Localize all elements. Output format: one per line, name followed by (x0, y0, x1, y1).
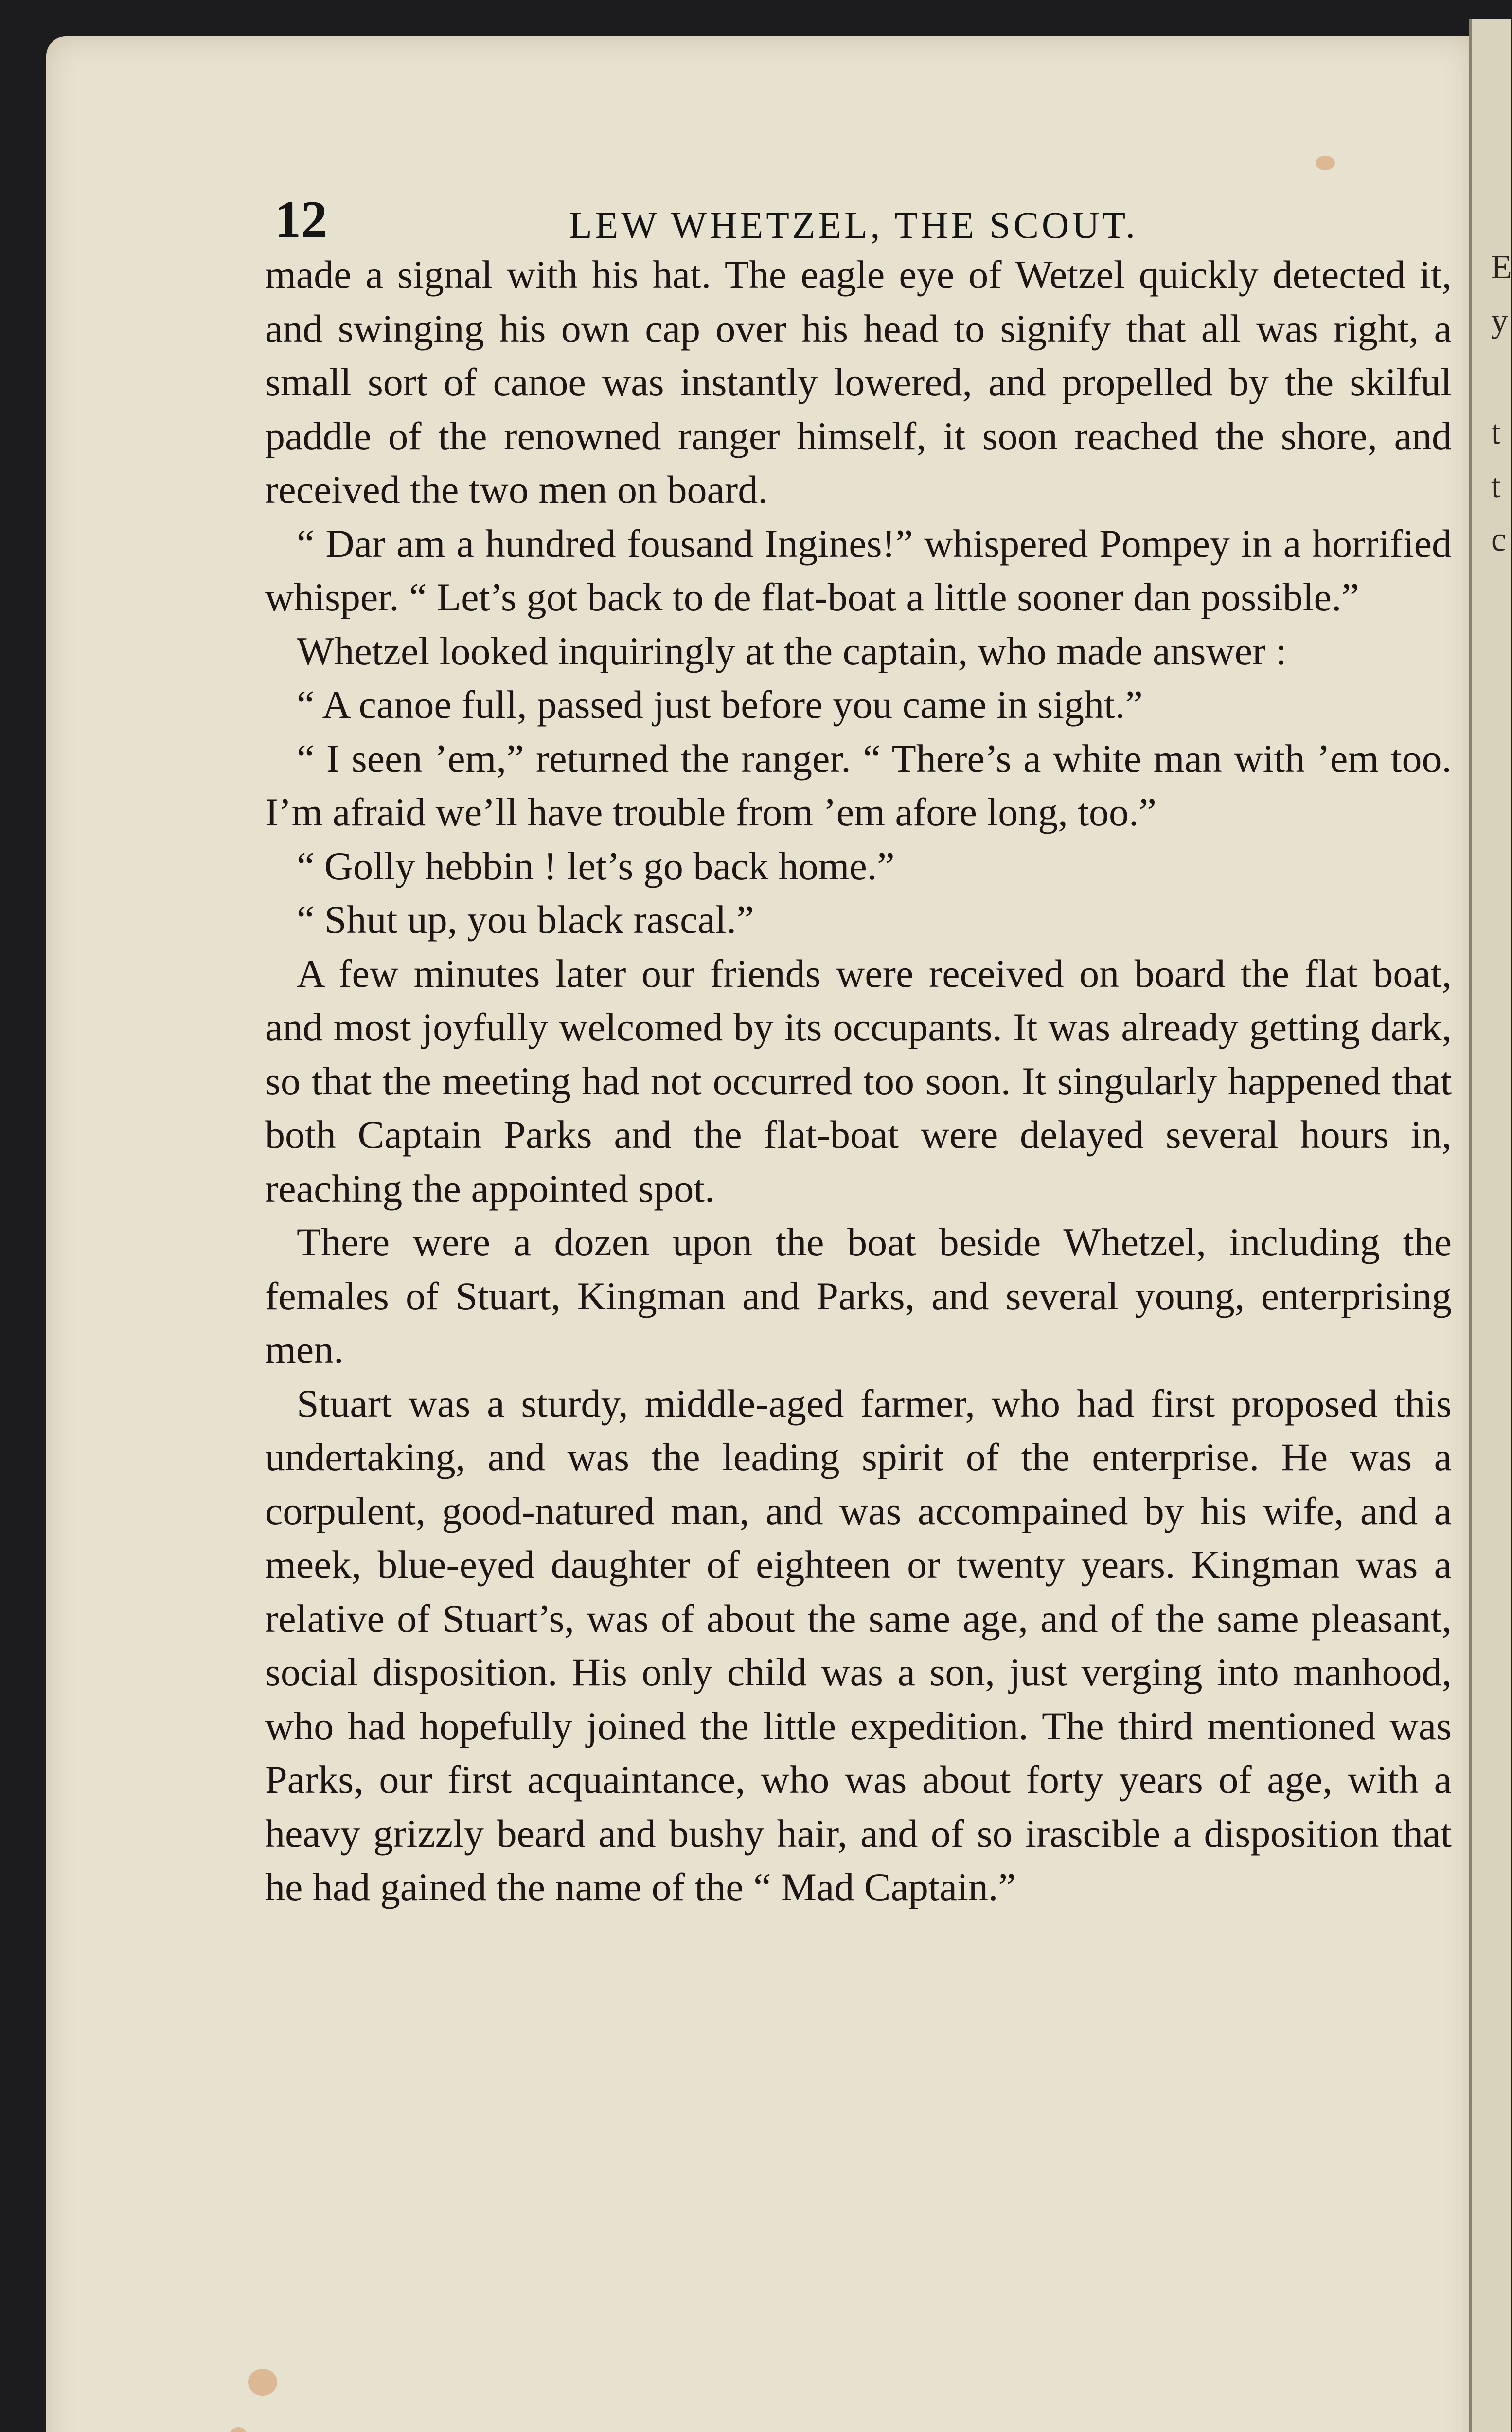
paragraph: “ Dar am a hundred fousand Ingines!” whispered Pompey in a horrified whisper. “ Let’s got back to de flat-boat a little sooner dan possible.” (265, 521, 1452, 619)
page-header (275, 190, 1444, 253)
body-text (265, 248, 1452, 1914)
paragraph: A few minutes later our friends were received on board the flat boat, and most joyfully welcomed by its occupants. It was already getting dark, so that the meeting had not occurred too soon. It singularly happened that both Captain Parks and the flat-boat were delayed several hours in, reaching the appointed spot. (265, 951, 1452, 1211)
paragraph: “ Golly hebbin ! let’s go back home.” (297, 843, 895, 888)
edge-letter: E (1491, 249, 1512, 286)
paper-stain (1316, 156, 1335, 170)
paragraph: “ Shut up, you black rascal.” (297, 897, 754, 942)
paragraph: Whetzel looked inquiringly at the captain, who made answer : (297, 628, 1287, 673)
page-number: 12 (275, 191, 327, 249)
edge-letter: y (1491, 302, 1508, 340)
paragraph: There were a dozen upon the boat beside Whetzel, including the females of Stuart, Kingman and Parks, and several young, enterprising men. (265, 1220, 1452, 1372)
edge-letter: t (1491, 467, 1501, 505)
running-title: LEW WHETZEL, THE SCOUT. (569, 204, 1138, 246)
paragraph: made a signal with his hat. The eagle eye of Wetzel quickly detected it, and swinging his own cap over his head to signify that all was right, a small sort of canoe was instantly lowered, and propelled by the skilful paddle of the renowned ranger himself, it soon reached the shore, and received the two men on board. (265, 252, 1452, 512)
paragraph: “ I seen ’em,” returned the ranger. “ There’s a white man with ’em too. I’m afraid we’ll have trouble from ’em afore long, too.” (265, 736, 1452, 834)
paragraph: “ A canoe full, passed just before you came in sight.” (297, 682, 1143, 727)
paper-stain (248, 2369, 277, 2396)
edge-letter: t (1491, 414, 1501, 451)
next-page-edge (1469, 19, 1511, 2432)
edge-letter: c (1491, 521, 1507, 558)
paragraph: Stuart was a sturdy, middle-aged farmer, who had first proposed this undertaking, and was the leading spirit of the enterprise. He was a corpulent, good-natured man, and was accompained by his wife, and a meek, blue-eyed daughter of eighteen or twenty years. Kingman was a relative of Stuart’s, was of about the same age, and of the same pleasant, social disposition. His only child was a son, just verging into manhood, who had hopefully joined the little expedition. The third mentioned was Parks, our first acquaintance, who was about forty years of age, with a heavy grizzly beard and bushy hair, and of so irascible a disposition that he had gained the name of the “ Mad Captain.” (265, 1381, 1452, 1909)
